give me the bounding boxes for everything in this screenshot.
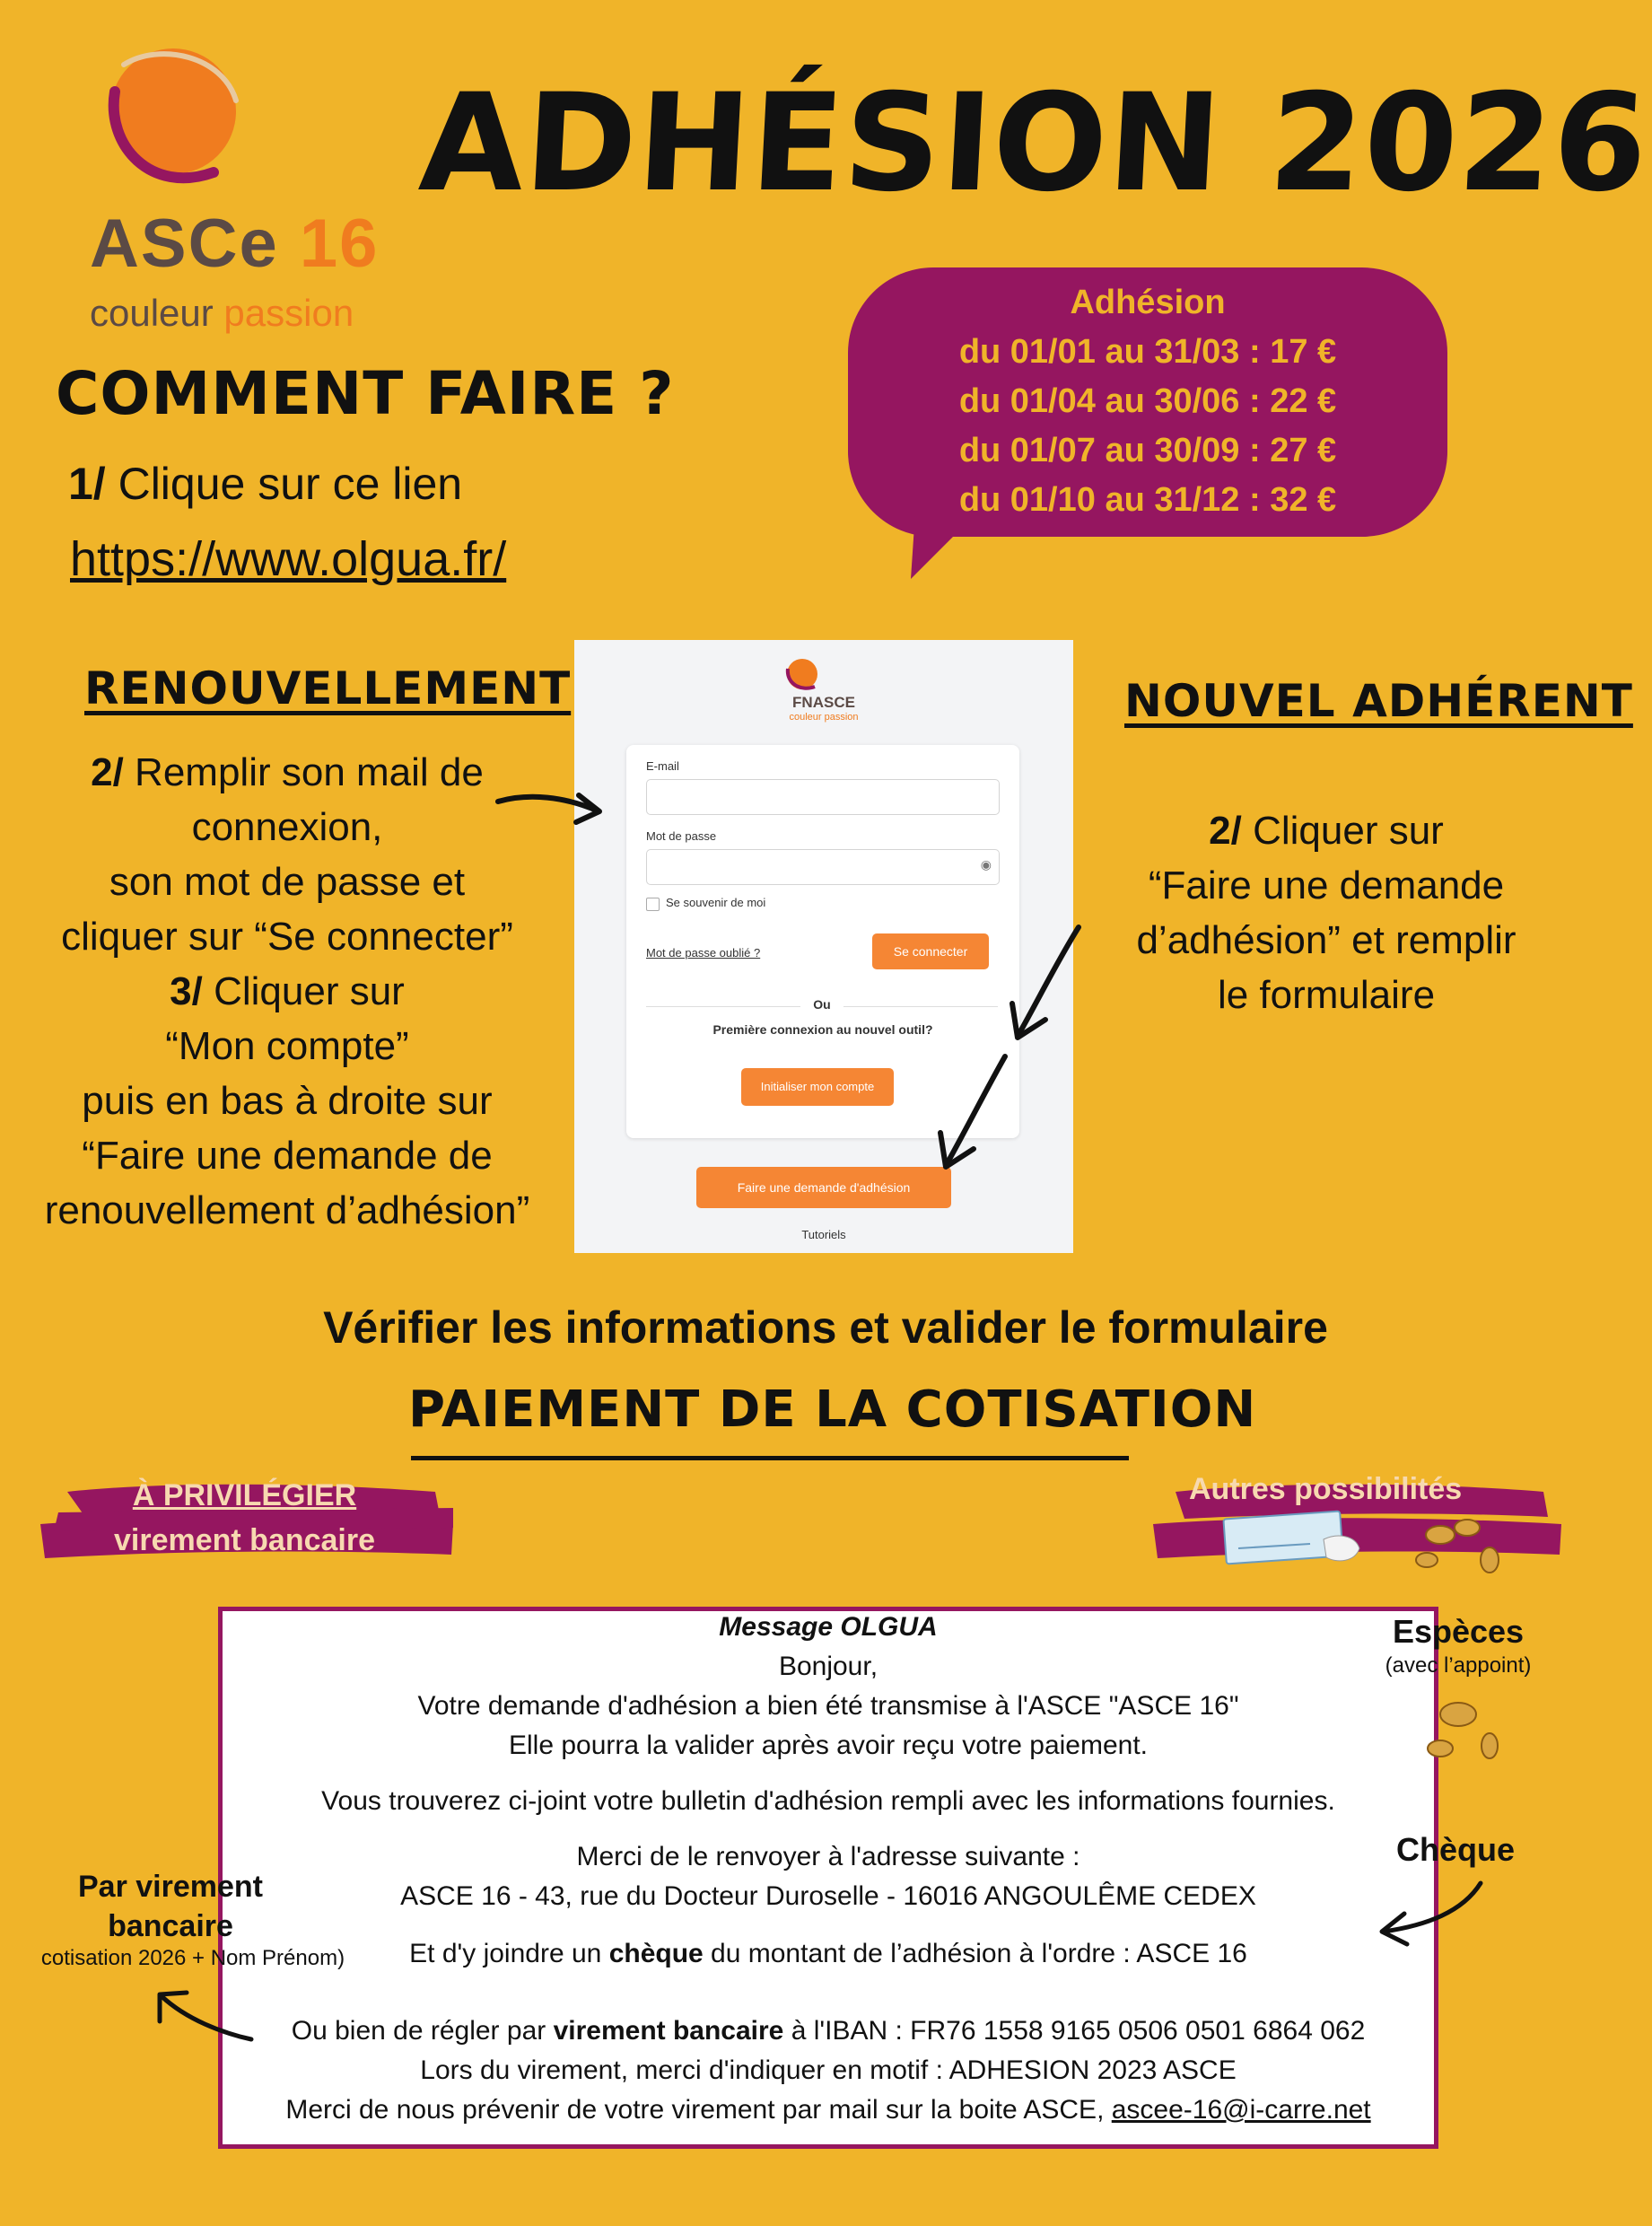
how-heading: COMMENT FAIRE ?	[56, 359, 675, 428]
cheque-icon	[1220, 1508, 1364, 1575]
message-line: Elle pourra la valider après avoir reçu votre paiement.	[508, 1731, 1149, 1760]
pricing-line: du 01/04 au 30/06 : 22 €	[958, 382, 1337, 420]
tutorials-link[interactable]: Tutoriels	[801, 1228, 846, 1241]
page-title: ADHÉSION 2026	[415, 66, 1652, 222]
logo-tagline: couleur passion	[90, 292, 354, 334]
password-input[interactable]	[646, 849, 1000, 885]
message-iban: Ou bien de régler par virement bancaire à l'IBAN : FR76 1558 9165 0506 0501 6864 062	[291, 2016, 1366, 2046]
new-member-heading: NOUVEL ADHÉRENT	[1124, 675, 1633, 727]
cash-label: Espèces	[1392, 1613, 1525, 1650]
first-login-text: Première connexion au nouvel outil?	[712, 1022, 933, 1037]
coins-icon	[1422, 1696, 1503, 1768]
new-member-instructions: 2/ Cliquer sur “Faire une demande d’adhésion” et remplir le formulaire	[1136, 809, 1517, 1017]
pricing-text	[848, 278, 1447, 525]
arrow-right-icon	[494, 779, 610, 833]
login-button[interactable]: Se connecter	[872, 933, 989, 969]
pricing-heading: Adhésion	[1070, 284, 1226, 321]
renewal-heading: RENOUVELLEMENT	[84, 662, 572, 714]
pricing-line: du 01/07 au 30/09 : 27 €	[958, 432, 1337, 469]
olgua-link[interactable]: https://www.olgua.fr/	[70, 532, 507, 586]
pricing-line: du 01/10 au 31/12 : 32 €	[958, 481, 1337, 519]
fnasce-logo-icon	[782, 654, 822, 694]
message-line: Lors du virement, merci d'indiquer en motif : ADHESION 2023 ASCE	[420, 2055, 1237, 2085]
fnasce-logo-name: FNASCE	[792, 694, 855, 711]
transfer-note: cotisation 2026 + Nom Prénom)	[40, 1946, 345, 1970]
message-address: ASCE 16 - 43, rue du Docteur Duroselle - 16016 ANGOULÊME CEDEX	[400, 1881, 1256, 1911]
email-input[interactable]	[646, 779, 1000, 815]
or-label: Ou	[800, 997, 843, 1012]
membership-request-button[interactable]: Faire une demande d'adhésion	[696, 1167, 951, 1208]
arrow-down-left-icon	[1005, 923, 1086, 1048]
message-line: Et d'y joindre un chèque du montant de l’adhésion à l'ordre : ASCE 16	[409, 1939, 1247, 1968]
message-greeting: Bonjour,	[778, 1652, 878, 1681]
forgot-password-link[interactable]: Mot de passe oublié ?	[646, 946, 761, 960]
transfer-label: Par virement bancaire	[78, 1870, 263, 1943]
payment-underline	[411, 1456, 1129, 1460]
logo-wordmark: ASCe 16	[90, 206, 380, 282]
remember-label: Se souvenir de moi	[666, 896, 766, 909]
cheque-label: Chèque	[1395, 1831, 1515, 1868]
password-label: Mot de passe	[646, 829, 717, 843]
arrow-down-left-icon	[933, 1052, 1014, 1178]
asce-logo-icon	[88, 38, 249, 199]
payment-heading: PAIEMENT DE LA COTISATION	[408, 1380, 1257, 1439]
arrow-left-icon	[1373, 1876, 1490, 1948]
preferred-method: À PRIVILÉGIER virement bancaire	[113, 1478, 376, 1557]
arrow-up-left-icon	[151, 1984, 258, 2046]
init-account-button[interactable]: Initialiser mon compte	[741, 1068, 894, 1106]
remember-checkbox[interactable]	[646, 898, 660, 911]
verify-text: Vérifier les informations et valider le formulaire	[323, 1302, 1328, 1353]
step-1: 1/ Clique sur ce lien	[68, 459, 463, 509]
email-label: E-mail	[646, 759, 679, 773]
renewal-instructions: 2/ Remplir son mail de connexion, son mot de passe et cliquer sur “Se connecter” 3/ Cliquer sur “Mon compte” puis en bas à droite sur “Faire une demande de renouvellement d’adhésion”	[44, 750, 530, 1232]
message-line: Merci de nous prévenir de votre virement par mail sur la boite ASCE, ascee-16@i-carre.net	[285, 2095, 1371, 2125]
message-line: Vous trouverez ci-joint votre bulletin d'adhésion rempli avec les informations fournies.	[321, 1786, 1335, 1816]
fnasce-logo-tag: couleur passion	[789, 712, 859, 723]
message-title: Message OLGUA	[719, 1612, 938, 1642]
email-link[interactable]: ascee-16@i-carre.net	[1111, 2095, 1371, 2125]
eye-icon[interactable]: ◉	[980, 857, 992, 872]
message-line: Votre demande d'adhésion a bien été transmise à l'ASCE "ASCE 16"	[417, 1691, 1239, 1721]
message-line: Merci de le renvoyer à l'adresse suivante :	[576, 1842, 1080, 1871]
other-methods: Autres possibilités	[1189, 1472, 1463, 1506]
pricing-line: du 01/01 au 31/03 : 17 €	[958, 333, 1337, 371]
coins-icon	[1404, 1508, 1512, 1580]
cash-note: (avec l’appoint)	[1385, 1653, 1532, 1678]
